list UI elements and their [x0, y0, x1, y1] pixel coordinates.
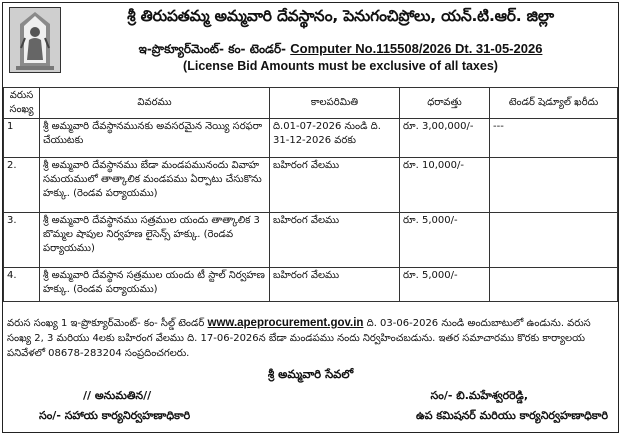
footer-paragraph	[7, 316, 614, 361]
cell-sno: 1	[4, 119, 40, 158]
cell-period: ది.01-07-2026 నుండి ది. 31-12-2026 వరకు	[270, 119, 400, 158]
header-period: కాలపరిమితి	[270, 88, 400, 119]
signature-assistant-officer: సం/- సహాయ కార్యనిర్వహణాధికారి	[39, 409, 191, 422]
computer-number: Computer No.115508/2026 Dt. 31-05-2026	[290, 41, 543, 56]
cell-period: బహిరంగ వేలము	[270, 158, 400, 213]
table-row	[4, 158, 618, 213]
in-service-line: శ్రీ అమ్మవారి సేవలో	[267, 367, 354, 381]
tender-table	[3, 87, 618, 302]
license-note: (License Bid Amounts must be exclusive of all taxes)	[183, 59, 498, 73]
cell-period: బహిరంగ వేలము	[270, 268, 400, 302]
cell-schedule-cost	[490, 158, 618, 213]
table-row	[4, 213, 618, 268]
cell-schedule-cost	[490, 268, 618, 302]
cell-deposit: రూ. 10,000/-	[400, 158, 490, 213]
signature-name: సం/- బి.మహేశ్వరరెడ్డి,	[430, 389, 528, 402]
deity-emblem-image	[9, 7, 61, 73]
cell-description: శ్రీ అమ్మవారి దేవస్థాన సత్రముల యందు టీ స్టాల్ నిర్వహణ హక్కు. (రెండవ పర్యాయము)	[40, 268, 270, 302]
cell-schedule-cost	[490, 213, 618, 268]
table-row	[4, 268, 618, 302]
footer-text-part1: వరుస సంఖ్య 1 ఇ-ప్రొక్యూర్‌మెంట్- కం- సీల్డ్ టెండర్	[7, 318, 205, 329]
cell-description: శ్రీ అమ్మవారి దేవస్థానమునకు అవసరమైన నెయ్యి సరఫరా చేయుటకు	[40, 119, 270, 158]
table-row	[4, 119, 618, 158]
header-schedule-cost: టెండర్ షెడ్యూల్ ఖరీదు	[490, 88, 618, 119]
cell-sno: 2.	[4, 158, 40, 213]
footer-text-part2: ది. 03-06-2026 నుండి అందుబాటులో ఉండును. వరుస సంఖ్య 2, 3 మరియు 4లకు బహిరంగ వేలము ది. 17-06-2026న బేడా మండపము నందు నిర్వహించబడును. ఇతర సమాచారము కొరకు కార్యాలయ పనివేళలో 08678-283204 సంప్రదించగలరు.	[7, 318, 591, 359]
notice-header	[3, 3, 618, 87]
signature-approval: // అనుమతిన//	[83, 389, 152, 402]
cell-period: బహిరంగ వేలము	[270, 213, 400, 268]
signature-executive-officer: ఉప కమిషనర్ మరియు కార్యనిర్వహణాధికారి	[415, 409, 608, 422]
cell-deposit: రూ. 5,000/-	[400, 268, 490, 302]
cell-description: శ్రీ అమ్మవారి దేవస్థానము సత్రముల యందు తాత్కాలిక 3 బొమ్మల షాపుల నిర్వహణ లైసెన్స్ హక్కు. (రెండవ పర్యాయము)	[40, 213, 270, 268]
table-header-row	[4, 88, 618, 119]
notice-reference-line	[67, 41, 614, 59]
cell-sno: 4.	[4, 268, 40, 302]
temple-title: శ్రీ తిరుపతమ్మ అమ్మవారి దేవస్థానం, పెనుగంచిప్రోలు, యన్.టి.ఆర్. జిల్లా	[127, 7, 554, 25]
tender-notice	[2, 2, 619, 433]
website-link[interactable]: www.apeprocurement.gov.in	[207, 317, 364, 329]
header-description: వివరము	[40, 88, 270, 119]
cell-deposit: రూ. 3,00,000/-	[400, 119, 490, 158]
header-sno: వరుస సంఖ్య	[4, 88, 40, 119]
cell-sno: 3.	[4, 213, 40, 268]
cell-schedule-cost: ---	[490, 119, 618, 158]
header-deposit: ధరావత్తు	[400, 88, 490, 119]
cell-description: శ్రీ అమ్మవారి దేవస్థానము బేడా మండపమునందు వివాహ సమయములో తాత్కాలిక మండపము ఏర్పాటు చేసుకొను హక్కు. (రెండవ పర్యాయము)	[40, 158, 270, 213]
notice-prefix: ఇ-ప్రొక్యూర్‌మెంట్- కం- టెండర్-	[138, 42, 287, 56]
cell-deposit: రూ. 5,000/-	[400, 213, 490, 268]
